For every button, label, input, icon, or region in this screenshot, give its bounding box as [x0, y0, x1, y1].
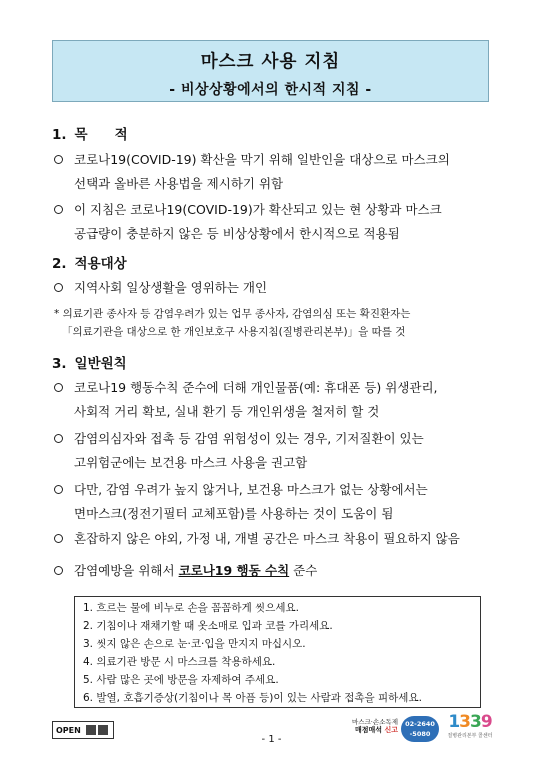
report-notice: 마스크·손소독제 매점매석 신고: [351, 718, 398, 734]
open-license-logo: OPEN: [52, 721, 114, 739]
circle-bullet-icon: [54, 283, 63, 292]
rule-item: 5. 사람 많은 곳에 방문을 자제하여 주세요.: [83, 674, 279, 686]
emphasized-rules-reference: 코로나19 행동 수칙: [178, 563, 290, 578]
circle-bullet-icon: [54, 534, 63, 543]
rule-item: 4. 의료기관 방문 시 마스크를 착용하세요.: [83, 656, 276, 668]
rule-item: 1. 흐르는 물에 비누로 손을 꼼꼼하게 씻으세요.: [83, 602, 299, 614]
bullet-item: 코로나19(COVID-19) 확산을 막기 위해 일반인을 대상으로 마스크의 선택과 올바른 사용법을 제시하기 위함: [54, 148, 494, 196]
circle-bullet-icon: [54, 566, 63, 575]
title-box: [52, 40, 489, 102]
report-phone-badge: 02-2640 -5080: [401, 716, 439, 742]
hotline-1339-logo: 1339 질병관리본부 콜센터: [447, 712, 493, 739]
section-heading-target: 2. 적용대상: [52, 256, 127, 272]
bullet-item: 감염예방을 위해서 코로나19 행동 수칙 준수: [54, 559, 494, 583]
section-heading-principles: 3. 일반원칙: [52, 356, 127, 372]
rule-item: 3. 씻지 않은 손으로 눈·코·입을 만지지 마십시오.: [83, 638, 306, 650]
section-heading-purpose: 1. 목 적: [52, 127, 128, 143]
page-number: - 1 -: [261, 734, 282, 745]
circle-bullet-icon: [54, 485, 63, 494]
rule-item: 2. 기침이나 재채기할 때 옷소매로 입과 코를 가리세요.: [83, 620, 333, 632]
bullet-item: 코로나19 행동수칙 준수에 더해 개인물품(예: 휴대폰 등) 위생관리, 사회적 거리 확보, 실내 환기 등 개인위생을 철저히 할 것: [54, 376, 494, 424]
circle-bullet-icon: [54, 155, 63, 164]
document-title: 마스크 사용 지침: [200, 52, 341, 72]
document-subtitle: - 비상상황에서의 한시적 지침 -: [169, 82, 372, 98]
circle-bullet-icon: [54, 205, 63, 214]
bullet-item: 혼잡하지 않은 야외, 가정 내, 개별 공간은 마스크 착용이 필요하지 않음: [54, 527, 494, 551]
footnote: * 의료기관 종사자 등 감염우려가 있는 업무 종사자, 감염의심 또는 확진환자는 「의료기관을 대상으로 한 개인보호구 사용지침(질병관리본부)」을 따를 것: [54, 308, 411, 338]
bullet-item: 지역사회 일상생활을 영위하는 개인: [54, 276, 494, 300]
bullet-item: 이 지침은 코로나19(COVID-19)가 확산되고 있는 현 상황과 마스크 공급량이 충분하지 않은 등 비상상황에서 한시적으로 적용됨: [54, 198, 494, 246]
circle-bullet-icon: [54, 434, 63, 443]
bullet-item: 다만, 감염 우려가 높지 않거나, 보건용 마스크가 없는 상황에서는 면마스크(정전기필터 교체포함)를 사용하는 것이 도움이 됨: [54, 478, 494, 526]
rule-item: 6. 발열, 호흡기증상(기침이나 목 아픔 등)이 있는 사람과 접촉을 피하세요.: [83, 692, 422, 704]
circle-bullet-icon: [54, 383, 63, 392]
bullet-item: 감염의심자와 접촉 등 감염 위험성이 있는 경우, 기저질환이 있는 고위험군에는 보건용 마스크 사용을 권고함: [54, 427, 494, 475]
hygiene-rules-box: [74, 596, 481, 708]
